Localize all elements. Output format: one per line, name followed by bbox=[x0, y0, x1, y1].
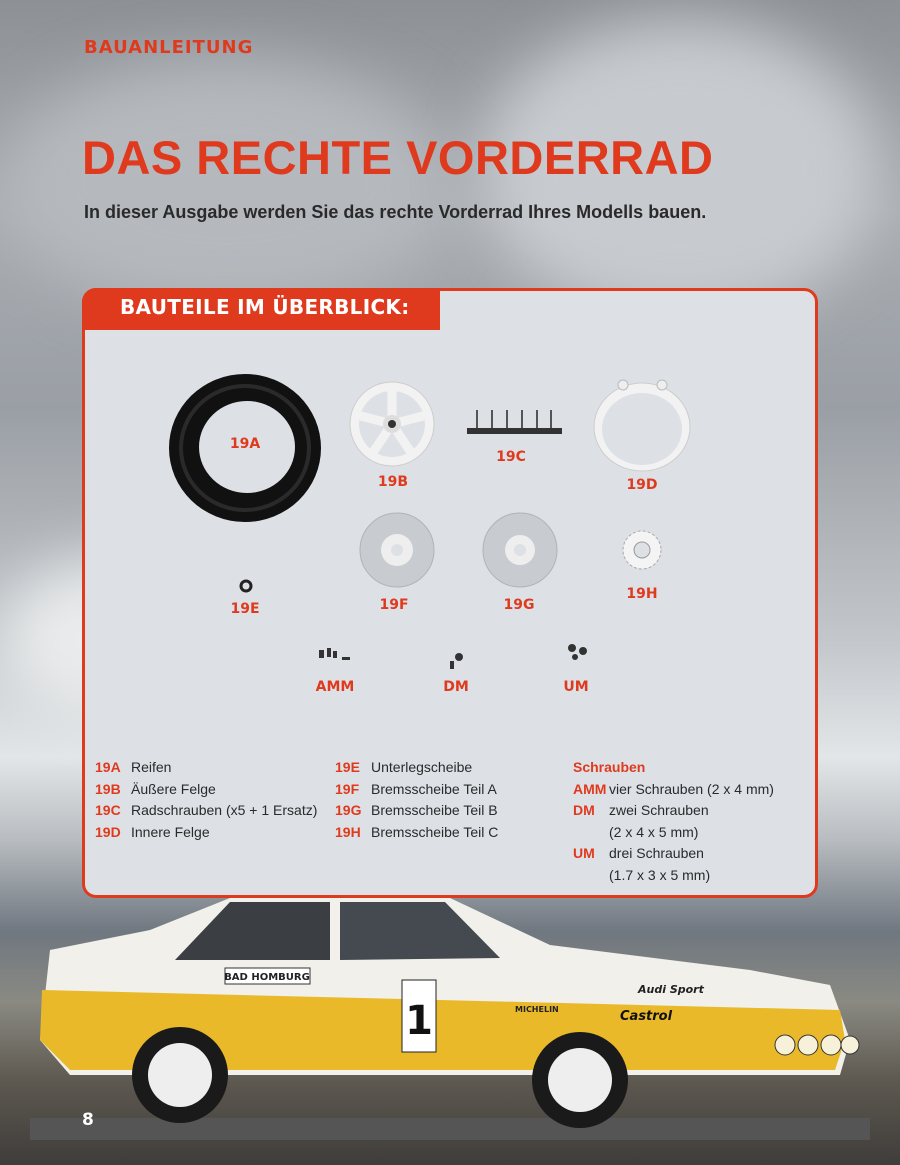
part-label-19f: 19F bbox=[379, 597, 409, 613]
legend-code: 19G bbox=[335, 802, 362, 819]
parts-overview-panel bbox=[82, 288, 818, 898]
outer-rim-image bbox=[347, 379, 437, 469]
section-kicker: BAUANLEITUNG bbox=[84, 37, 254, 58]
screws-dm-image bbox=[445, 651, 469, 671]
legend-text: zwei Schrauben bbox=[609, 802, 709, 819]
page-title: DAS RECHTE VORDERRAD bbox=[82, 131, 714, 184]
legend-code: 19B bbox=[95, 780, 121, 797]
wheel-bolts-image bbox=[465, 406, 565, 438]
legend-text: vier Schrauben (2 x 4 mm) bbox=[609, 780, 774, 797]
part-label-um: UM bbox=[563, 679, 589, 695]
sky-cloud bbox=[0, 60, 450, 310]
legend-text: Bremsscheibe Teil B bbox=[371, 802, 498, 819]
legend-code: 19E bbox=[335, 759, 360, 775]
part-label-amm: AMM bbox=[315, 679, 355, 695]
legend-code: DM bbox=[573, 802, 595, 819]
legend-column-2 bbox=[335, 757, 498, 843]
legend-code: UM bbox=[573, 845, 595, 862]
legend-column-screws bbox=[573, 757, 774, 887]
legend-text: Radschrauben (x5 + 1 Ersatz) bbox=[131, 802, 318, 819]
part-label-19a: 19A bbox=[229, 436, 261, 452]
part-label-19c: 19C bbox=[496, 449, 526, 465]
part-label-dm: DM bbox=[443, 679, 469, 695]
car-sponsor-michelin: MICHELIN bbox=[515, 1005, 559, 1014]
legend-text: Unterlegscheibe bbox=[371, 759, 473, 775]
brake-disc-c-image bbox=[620, 528, 664, 572]
part-label-19g: 19G bbox=[503, 597, 535, 613]
legend-code: 19F bbox=[335, 780, 360, 797]
legend-heading: Schrauben bbox=[573, 759, 646, 775]
legend-text: (1.7 x 3 x 5 mm) bbox=[609, 866, 711, 883]
brake-disc-b-image bbox=[480, 511, 560, 589]
legend-code: 19D bbox=[95, 823, 121, 840]
legend-code: AMM bbox=[573, 780, 607, 797]
washer-image bbox=[238, 578, 254, 594]
legend-text: Äußere Felge bbox=[131, 780, 216, 797]
brake-disc-a-image bbox=[357, 511, 437, 589]
part-label-19e: 19E bbox=[230, 601, 260, 617]
legend-code bbox=[573, 822, 609, 844]
legend-code bbox=[573, 865, 609, 887]
part-label-19b: 19B bbox=[377, 474, 409, 490]
legend-text: Reifen bbox=[131, 759, 172, 775]
legend-text: Innere Felge bbox=[131, 823, 210, 840]
screws-amm-image bbox=[317, 646, 353, 666]
page-subtitle: In dieser Ausgabe werden Sie das rechte Vorderrad Ihres Modells bauen. bbox=[84, 202, 707, 222]
panel-heading: BAUTEILE IM ÜBERBLICK: bbox=[82, 288, 440, 330]
legend-text: Bremsscheibe Teil A bbox=[371, 780, 497, 797]
legend-text: Bremsscheibe Teil C bbox=[371, 823, 499, 840]
page-number: 8 bbox=[82, 1110, 94, 1130]
legend-column-1 bbox=[95, 757, 317, 843]
screws-um-image bbox=[565, 641, 593, 663]
car-sponsor-castrol: Castrol bbox=[620, 1009, 673, 1024]
legend-text: (2 x 4 x 5 mm) bbox=[609, 823, 699, 840]
legend-code: 19H bbox=[335, 823, 361, 840]
inner-rim-image bbox=[590, 373, 694, 473]
part-label-19d: 19D bbox=[626, 477, 658, 493]
car-sponsor-bad-homburg: BAD HOMBURG bbox=[224, 972, 310, 983]
legend-code: 19C bbox=[95, 802, 121, 819]
legend-code: 19A bbox=[95, 759, 121, 775]
legend-text: drei Schrauben bbox=[609, 845, 704, 862]
part-label-19h: 19H bbox=[626, 586, 658, 602]
car-sponsor-audi-sport: Audi Sport bbox=[638, 983, 704, 996]
car-number: 1 bbox=[405, 998, 433, 1044]
rally-car-image bbox=[30, 890, 870, 1140]
